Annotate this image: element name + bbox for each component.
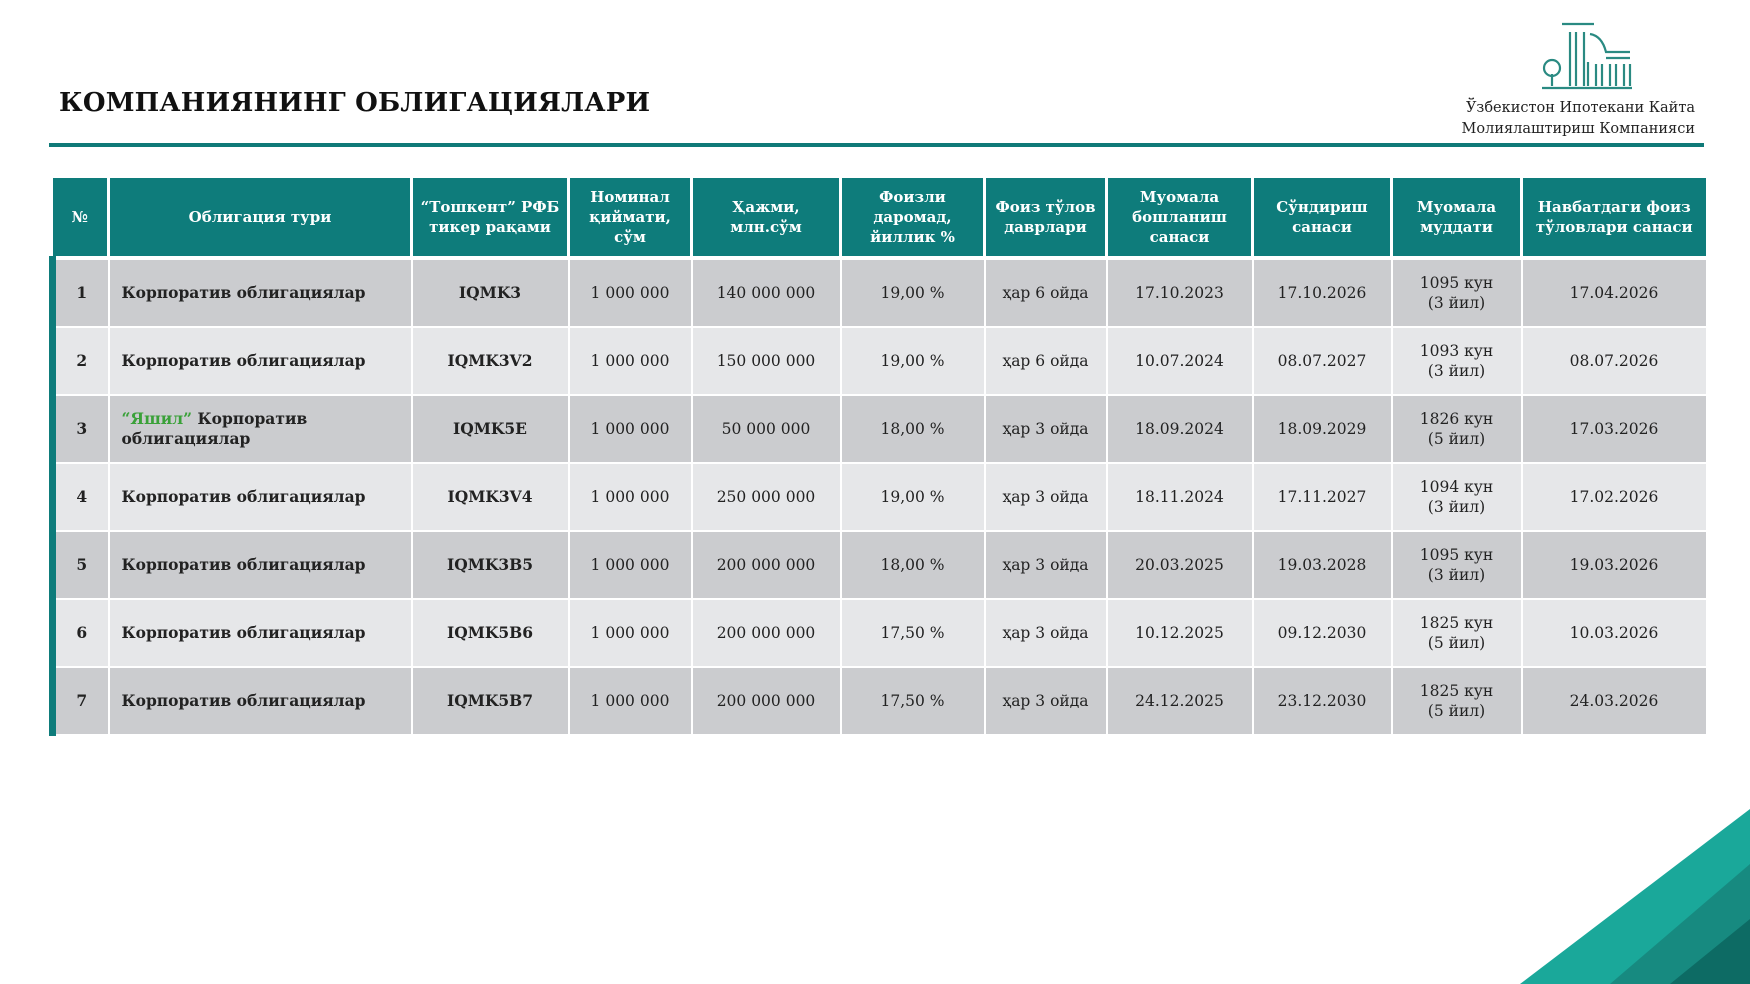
cell-ticker: IQMK3V2 (412, 327, 569, 395)
cell-nominal: 1 000 000 (569, 327, 692, 395)
term-years: (5 йил) (1427, 430, 1486, 448)
cell-number: 6 (53, 599, 109, 667)
cell-bond-type (109, 327, 412, 395)
cell-volume: 250 000 000 (692, 463, 841, 531)
cell-ticker: IQMK3B5 (412, 531, 569, 599)
cell-volume: 150 000 000 (692, 327, 841, 395)
cell-nominal: 1 000 000 (569, 599, 692, 667)
cell-end-date: 19.03.2028 (1253, 531, 1392, 599)
cell-next-payment: 17.04.2026 (1522, 258, 1706, 327)
cell-rate: 19,00 % (841, 463, 985, 531)
bonds-table-container (49, 178, 1702, 736)
term-days: 1826 кун (1419, 410, 1494, 428)
cell-volume: 200 000 000 (692, 531, 841, 599)
term-years: (5 йил) (1427, 702, 1486, 720)
header-ticker: “Тошкент” РФБ тикер рақами (412, 178, 569, 258)
cell-bond-type (109, 531, 412, 599)
table-row (53, 258, 1706, 327)
cell-rate: 18,00 % (841, 531, 985, 599)
term-days: 1095 кун (1419, 546, 1494, 564)
header-end-date: Сўндириш санаси (1253, 178, 1392, 258)
cell-term (1392, 599, 1522, 667)
cell-start-date: 18.11.2024 (1107, 463, 1253, 531)
company-name-line1: Ўзбекистон Ипотекани Кайта (1465, 100, 1695, 116)
cell-next-payment: 08.07.2026 (1522, 327, 1706, 395)
cell-bond-type (109, 258, 412, 327)
cell-nominal: 1 000 000 (569, 531, 692, 599)
cell-end-date: 17.11.2027 (1253, 463, 1392, 531)
cell-period: ҳар 6 ойда (985, 258, 1107, 327)
company-name (1462, 98, 1695, 140)
cell-start-date: 24.12.2025 (1107, 667, 1253, 735)
bond-type-text: Корпоратив облигациялар (121, 691, 366, 710)
header-rate: Фоизли даромад, йиллик % (841, 178, 985, 258)
cell-period: ҳар 3 ойда (985, 667, 1107, 735)
header-nominal: Номинал қиймати, сўм (569, 178, 692, 258)
cell-term (1392, 667, 1522, 735)
cell-period: ҳар 6 ойда (985, 327, 1107, 395)
cell-next-payment: 17.03.2026 (1522, 395, 1706, 463)
cell-next-payment: 10.03.2026 (1522, 599, 1706, 667)
cell-period: ҳар 3 ойда (985, 599, 1107, 667)
cell-ticker: IQMK5B6 (412, 599, 569, 667)
cell-volume: 50 000 000 (692, 395, 841, 463)
cell-number: 3 (53, 395, 109, 463)
cell-term (1392, 463, 1522, 531)
term-days: 1094 кун (1419, 478, 1494, 496)
page-title: КОМПАНИЯНИНГ ОБЛИГАЦИЯЛАРИ (59, 88, 651, 118)
cell-ticker: IQMK5E (412, 395, 569, 463)
cell-end-date: 23.12.2030 (1253, 667, 1392, 735)
cell-ticker: IQMK3 (412, 258, 569, 327)
cell-ticker: IQMK3V4 (412, 463, 569, 531)
cell-start-date: 10.12.2025 (1107, 599, 1253, 667)
cell-volume: 200 000 000 (692, 667, 841, 735)
cell-period: ҳар 3 ойда (985, 531, 1107, 599)
cell-nominal: 1 000 000 (569, 463, 692, 531)
cell-volume: 140 000 000 (692, 258, 841, 327)
cell-term (1392, 327, 1522, 395)
term-days: 1825 кун (1419, 682, 1494, 700)
cell-volume: 200 000 000 (692, 599, 841, 667)
building-tree-logo-icon (1540, 22, 1634, 94)
cell-bond-type (109, 599, 412, 667)
table-row (53, 531, 1706, 599)
term-days: 1825 кун (1419, 614, 1494, 632)
bond-type-text: Корпоратив облигациялар (121, 351, 366, 370)
cell-rate: 19,00 % (841, 327, 985, 395)
header-start-date: Муомала бошланиш санаси (1107, 178, 1253, 258)
header-period: Фоиз тўлов даврлари (985, 178, 1107, 258)
bond-type-text: Корпоратив облигациялар (121, 623, 366, 642)
cell-next-payment: 19.03.2026 (1522, 531, 1706, 599)
cell-start-date: 18.09.2024 (1107, 395, 1253, 463)
cell-term (1392, 395, 1522, 463)
header-next-payment: Навбатдаги фоиз тўловлари санаси (1522, 178, 1706, 258)
table-row (53, 463, 1706, 531)
bonds-table (49, 178, 1706, 736)
header-bond-type: Облигация тури (109, 178, 412, 258)
cell-period: ҳар 3 ойда (985, 463, 1107, 531)
table-row (53, 327, 1706, 395)
title-underline (49, 143, 1704, 147)
cell-bond-type (109, 463, 412, 531)
cell-bond-type (109, 667, 412, 735)
cell-nominal: 1 000 000 (569, 258, 692, 327)
term-days: 1093 кун (1419, 342, 1494, 360)
cell-rate: 17,50 % (841, 667, 985, 735)
cell-number: 7 (53, 667, 109, 735)
green-label: “Яшил” (121, 409, 193, 428)
bond-type-text: Корпоратив облигациялар (121, 487, 366, 506)
table-header-row (53, 178, 1706, 258)
cell-end-date: 08.07.2027 (1253, 327, 1392, 395)
term-days: 1095 кун (1419, 274, 1494, 292)
cell-end-date: 09.12.2030 (1253, 599, 1392, 667)
term-years: (3 йил) (1427, 498, 1486, 516)
bond-type-text: Корпоратив облигациялар (121, 555, 366, 574)
cell-next-payment: 17.02.2026 (1522, 463, 1706, 531)
cell-start-date: 10.07.2024 (1107, 327, 1253, 395)
cell-end-date: 17.10.2026 (1253, 258, 1392, 327)
header-term: Муомала муддати (1392, 178, 1522, 258)
cell-ticker: IQMK5B7 (412, 667, 569, 735)
cell-rate: 17,50 % (841, 599, 985, 667)
header-number: № (53, 178, 109, 258)
cell-nominal: 1 000 000 (569, 395, 692, 463)
cell-next-payment: 24.03.2026 (1522, 667, 1706, 735)
table-row (53, 395, 1706, 463)
company-name-line2: Молиялаштириш Компанияси (1461, 121, 1695, 137)
term-years: (5 йил) (1427, 634, 1486, 652)
header-volume: Ҳажми, млн.сўм (692, 178, 841, 258)
cell-term (1392, 531, 1522, 599)
cell-number: 4 (53, 463, 109, 531)
cell-period: ҳар 3 ойда (985, 395, 1107, 463)
term-years: (3 йил) (1427, 362, 1486, 380)
term-years: (3 йил) (1427, 566, 1486, 584)
cell-number: 2 (53, 327, 109, 395)
table-row (53, 599, 1706, 667)
cell-term (1392, 258, 1522, 327)
cell-end-date: 18.09.2029 (1253, 395, 1392, 463)
bond-type-text: Корпоратив облигациялар (121, 283, 366, 302)
cell-rate: 19,00 % (841, 258, 985, 327)
bond-type-text: Корпоратив облигациялар (121, 409, 308, 448)
cell-number: 5 (53, 531, 109, 599)
cell-bond-type (109, 395, 412, 463)
cell-start-date: 17.10.2023 (1107, 258, 1253, 327)
cell-start-date: 20.03.2025 (1107, 531, 1253, 599)
cell-number: 1 (53, 258, 109, 327)
cell-nominal: 1 000 000 (569, 667, 692, 735)
term-years: (3 йил) (1427, 294, 1486, 312)
cell-rate: 18,00 % (841, 395, 985, 463)
corner-decoration (1520, 809, 1750, 984)
table-row (53, 667, 1706, 735)
